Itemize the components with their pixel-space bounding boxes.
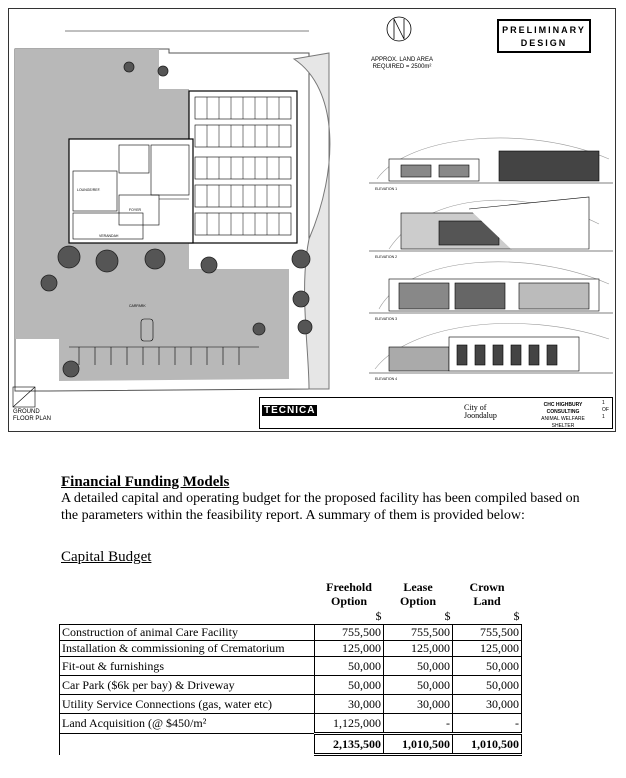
total-label	[60, 734, 315, 755]
carpark-label: CARPARK	[129, 304, 146, 308]
row-label: Construction of animal Care Facility	[60, 625, 315, 641]
cell-value: 30,000	[315, 695, 384, 714]
cell-value: 50,000	[315, 657, 384, 676]
cell-value: 50,000	[384, 676, 453, 695]
cell-value: 30,000	[453, 695, 522, 714]
project-line-2: SHELTER	[551, 423, 575, 429]
cell-value: 30,000	[384, 695, 453, 714]
total-value: 1,010,500	[384, 734, 453, 755]
cell-value: 755,500	[453, 625, 522, 641]
preliminary-design-stamp	[497, 19, 591, 53]
sheet-number: 1 OF 1	[602, 400, 609, 420]
drawing-title-block	[259, 397, 613, 429]
cell-value: 50,000	[315, 676, 384, 695]
row-label: Fit-out & furnishings	[60, 657, 315, 676]
currency-symbol: $	[513, 608, 520, 623]
cell-value: 125,000	[453, 641, 522, 657]
stamp-line-1: PRELIMINARY	[502, 25, 586, 35]
table-row	[60, 657, 522, 676]
cell-value: 50,000	[453, 676, 522, 695]
verandah-label: VERANDAH	[99, 234, 119, 238]
cell-value: 50,000	[453, 657, 522, 676]
cell-value: 755,500	[315, 625, 384, 641]
capital-budget-table	[59, 578, 522, 756]
client-name: CHC HIGHBURY CONSULTING	[543, 402, 583, 415]
cell-value: 125,000	[315, 641, 384, 657]
total-row	[60, 734, 522, 755]
lounge-label: LOUNGE/REF.	[77, 188, 101, 192]
elevation-2-label: ELEVATION 2	[375, 255, 398, 259]
col-lease-header: Lease Option	[399, 580, 436, 608]
architectural-drawing	[8, 8, 616, 432]
cell-value: 125,000	[384, 641, 453, 657]
intro-paragraph: A detailed capital and operating budget for the proposed facility has been compiled based on the parameters within the feasibility report. A summary of them is provided below:	[61, 491, 580, 523]
stamp-line-2: DESIGN	[520, 38, 568, 48]
ground-floor-plan-label	[13, 409, 51, 423]
header-blank	[60, 578, 315, 608]
capital-budget-heading: Capital Budget	[61, 549, 152, 565]
table-header-row	[60, 578, 522, 608]
tecnica-logo	[262, 400, 322, 426]
col-crown-header: Crown Land	[469, 580, 505, 608]
client-project-info	[528, 402, 598, 430]
col-freehold-header: Freehold Option	[326, 580, 372, 608]
site-plan-graphic	[9, 9, 615, 431]
cell-value: -	[453, 714, 522, 734]
row-label: Car Park ($6k per bay) & Driveway	[60, 676, 315, 695]
city-line-1: City of	[464, 403, 487, 412]
table-row	[60, 714, 522, 734]
currency-symbol: $	[444, 608, 451, 623]
land-area-note	[371, 57, 433, 71]
city-logo	[464, 404, 497, 420]
foyer-label: FOYER	[129, 208, 142, 212]
table-row	[60, 625, 522, 641]
city-line-2: Joondalup	[464, 411, 497, 420]
row-label: Utility Service Connections (gas, water etc)	[60, 695, 315, 714]
table-row	[60, 676, 522, 695]
currency-row	[60, 608, 522, 625]
cell-value: 50,000	[384, 657, 453, 676]
ground-line-2: FLOOR PLAN	[13, 416, 52, 422]
cell-value: 1,125,000	[315, 714, 384, 734]
company-name: TECNICA	[264, 405, 316, 416]
ground-line-1: GROUND	[13, 409, 40, 415]
total-value: 2,135,500	[315, 734, 384, 755]
row-label: Land Acquisition (@ $450/m²	[60, 714, 315, 734]
cell-value: 755,500	[384, 625, 453, 641]
total-value: 1,010,500	[453, 734, 522, 755]
elevation-4-label: ELEVATION 4	[375, 377, 398, 381]
table-row	[60, 641, 522, 657]
project-line-1: ANIMAL WELFARE	[541, 416, 585, 422]
row-label: Installation & commissioning of Crematorium	[60, 641, 315, 657]
table-row	[60, 695, 522, 714]
currency-symbol: $	[375, 608, 382, 623]
financial-funding-heading: Financial Funding Models	[61, 474, 230, 490]
elevation-1-label: ELEVATION 1	[375, 187, 398, 191]
cell-value: -	[384, 714, 453, 734]
area-note-line-1: APPROX. LAND AREA	[371, 57, 434, 63]
area-note-line-2: REQUIRED = 2500m²	[372, 64, 432, 70]
elevation-3-label: ELEVATION 3	[375, 317, 398, 321]
